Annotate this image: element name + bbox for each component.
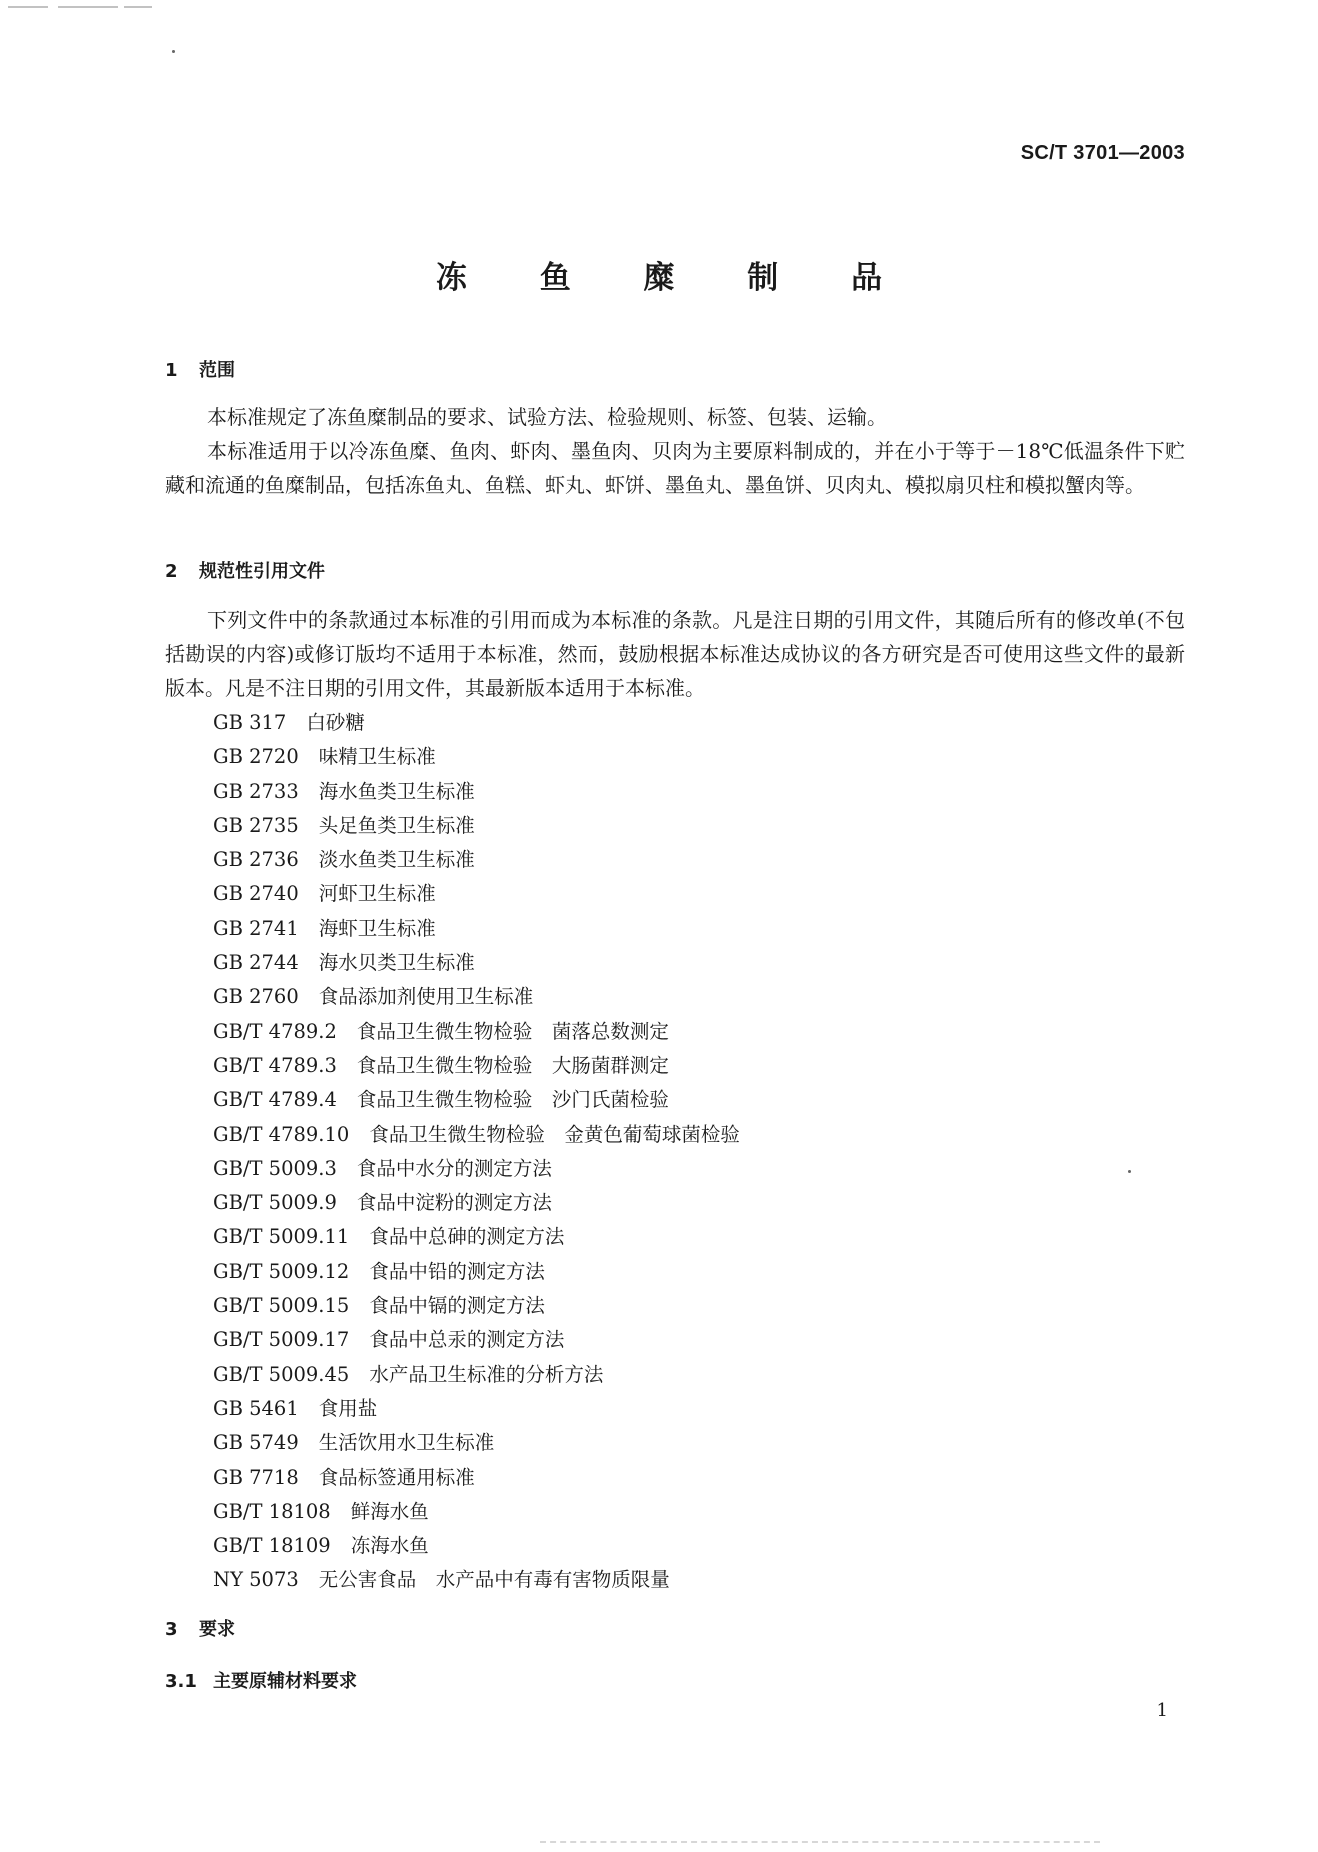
reference-code: GB/T 5009.45	[213, 1362, 350, 1386]
scan-speck	[172, 50, 175, 53]
reference-item	[213, 1220, 740, 1254]
section-number: 2	[165, 561, 178, 582]
reference-item	[213, 877, 740, 911]
reference-code: GB/T 4789.10	[213, 1122, 350, 1146]
reference-code: GB/T 4789.2	[213, 1019, 337, 1043]
reference-title: 食品中总砷的测定方法	[369, 1225, 565, 1249]
section-title: 范围	[199, 360, 235, 381]
reference-item	[213, 1186, 740, 1220]
reference-code: GB/T 5009.12	[213, 1259, 350, 1283]
reference-code: GB 7718	[213, 1465, 299, 1489]
reference-title: 食品卫生微生物检验 沙门氏菌检验	[356, 1088, 669, 1112]
reference-item	[213, 1289, 740, 1323]
reference-title: 冻海水鱼	[350, 1534, 429, 1558]
reference-title: 食品卫生微生物检验 大肠菌群测定	[356, 1053, 669, 1077]
reference-code: GB/T 5009.11	[213, 1225, 350, 1249]
reference-item	[213, 1392, 740, 1426]
page-number: 1	[1156, 1700, 1168, 1721]
normative-references-list	[213, 706, 740, 1598]
reference-title: 食品中总汞的测定方法	[369, 1328, 565, 1352]
reference-code: GB 2736	[213, 848, 299, 872]
reference-code: GB/T 18109	[213, 1534, 331, 1558]
section-heading-3	[165, 1615, 235, 1641]
reference-title: 白砂糖	[306, 711, 365, 734]
section-heading-2	[165, 557, 325, 583]
reference-title: 鲜海水鱼	[350, 1499, 429, 1523]
section-number: 3.1	[165, 1671, 197, 1692]
reference-title: 河虾卫生标准	[318, 882, 436, 906]
scan-mark	[8, 6, 48, 8]
reference-item	[213, 1495, 740, 1529]
reference-item	[213, 1049, 740, 1083]
reference-code: GB 317	[213, 711, 287, 734]
scan-edge	[540, 1841, 1100, 1846]
document-code: SC/T 3701—2003	[1020, 142, 1185, 164]
reference-title: 食品中镉的测定方法	[369, 1294, 545, 1318]
section-number: 1	[165, 360, 178, 381]
reference-item	[213, 1358, 740, 1392]
section-number: 3	[165, 1619, 178, 1640]
reference-item	[213, 775, 740, 809]
reference-item	[213, 1083, 740, 1117]
reference-item	[213, 912, 740, 946]
reference-title: 海虾卫生标准	[318, 916, 436, 940]
reference-code: GB/T 4789.3	[213, 1053, 337, 1077]
reference-title: 食品中铅的测定方法	[369, 1259, 545, 1283]
section-title: 主要原辅材料要求	[213, 1671, 357, 1692]
reference-title: 头足鱼类卫生标准	[318, 813, 475, 837]
reference-item	[213, 1323, 740, 1357]
reference-item	[213, 809, 740, 843]
reference-code: GB 2740	[213, 882, 299, 906]
reference-title: 无公害食品 水产品中有毒有害物质限量	[318, 1568, 670, 1592]
reference-item	[213, 1563, 740, 1597]
reference-title: 食用盐	[318, 1396, 378, 1420]
scan-mark	[58, 6, 118, 8]
paragraph: 本标准规定了冻鱼糜制品的要求、试验方法、检验规则、标签、包装、运输。	[207, 405, 887, 429]
reference-title: 味精卫生标准	[318, 745, 436, 769]
scan-mark	[124, 6, 152, 8]
reference-title: 食品标签通用标准	[318, 1465, 475, 1489]
scan-speck	[1128, 1170, 1131, 1173]
reference-title: 食品卫生微生物检验 金黄色葡萄球菌检验	[369, 1122, 740, 1146]
reference-item	[213, 1529, 740, 1563]
reference-title: 食品卫生微生物检验 菌落总数测定	[356, 1019, 669, 1043]
reference-code: GB/T 5009.15	[213, 1294, 350, 1318]
reference-item	[213, 706, 740, 740]
reference-code: GB/T 5009.17	[213, 1328, 350, 1352]
reference-item	[213, 980, 740, 1014]
paragraph: 本标准适用于以冷冻鱼糜、鱼肉、虾肉、墨鱼肉、贝肉为主要原料制成的，并在小于等于－18℃低温条件下贮藏和流通的鱼糜制品，包括冻鱼丸、鱼糕、虾丸、虾饼、墨鱼丸、墨鱼饼、贝肉丸、模拟扇贝柱和模拟蟹肉等。	[165, 439, 1185, 497]
reference-item	[213, 843, 740, 877]
document-title: 冻 鱼 糜 制 品	[435, 260, 883, 296]
reference-item	[213, 1426, 740, 1460]
reference-item	[213, 946, 740, 980]
section-heading-1	[165, 356, 235, 382]
reference-title: 海水鱼类卫生标准	[318, 779, 475, 803]
reference-code: GB 5749	[213, 1431, 299, 1455]
reference-code: GB/T 4789.4	[213, 1088, 337, 1112]
reference-code: GB/T 5009.3	[213, 1156, 337, 1180]
reference-code: GB 2760	[213, 985, 299, 1009]
reference-title: 食品中淀粉的测定方法	[356, 1191, 552, 1215]
reference-item	[213, 740, 740, 774]
reference-title: 食品添加剂使用卫生标准	[318, 985, 534, 1009]
reference-code: GB/T 5009.9	[213, 1191, 337, 1215]
reference-title: 食品中水分的测定方法	[356, 1156, 552, 1180]
reference-code: GB 5461	[213, 1396, 299, 1420]
reference-code: GB 2720	[213, 745, 299, 769]
reference-code: GB/T 18108	[213, 1499, 331, 1523]
reference-title: 淡水鱼类卫生标准	[318, 848, 475, 872]
paragraph: 下列文件中的条款通过本标准的引用而成为本标准的条款。凡是注日期的引用文件，其随后所有的修改单(不包括勘误的内容)或修订版均不适用于本标准，然而，鼓励根据本标准达成协议的各方研究是否可使用这些文件的最新版本。凡是不注日期的引用文件，其最新版本适用于本标准。	[165, 608, 1185, 700]
reference-item	[213, 1152, 740, 1186]
reference-item	[213, 1015, 740, 1049]
section-title: 要求	[199, 1619, 235, 1640]
reference-code: NY 5073	[213, 1568, 299, 1592]
reference-item	[213, 1118, 740, 1152]
reference-code: GB 2744	[213, 951, 299, 975]
reference-code: GB 2735	[213, 813, 299, 837]
reference-title: 海水贝类卫生标准	[318, 951, 475, 975]
reference-code: GB 2733	[213, 779, 299, 803]
reference-title: 生活饮用水卫生标准	[318, 1431, 495, 1455]
reference-title: 水产品卫生标准的分析方法	[369, 1362, 604, 1386]
reference-item	[213, 1255, 740, 1289]
reference-item	[213, 1461, 740, 1495]
section-title: 规范性引用文件	[199, 561, 325, 582]
reference-code: GB 2741	[213, 916, 299, 940]
section-heading-3-1	[165, 1667, 357, 1693]
